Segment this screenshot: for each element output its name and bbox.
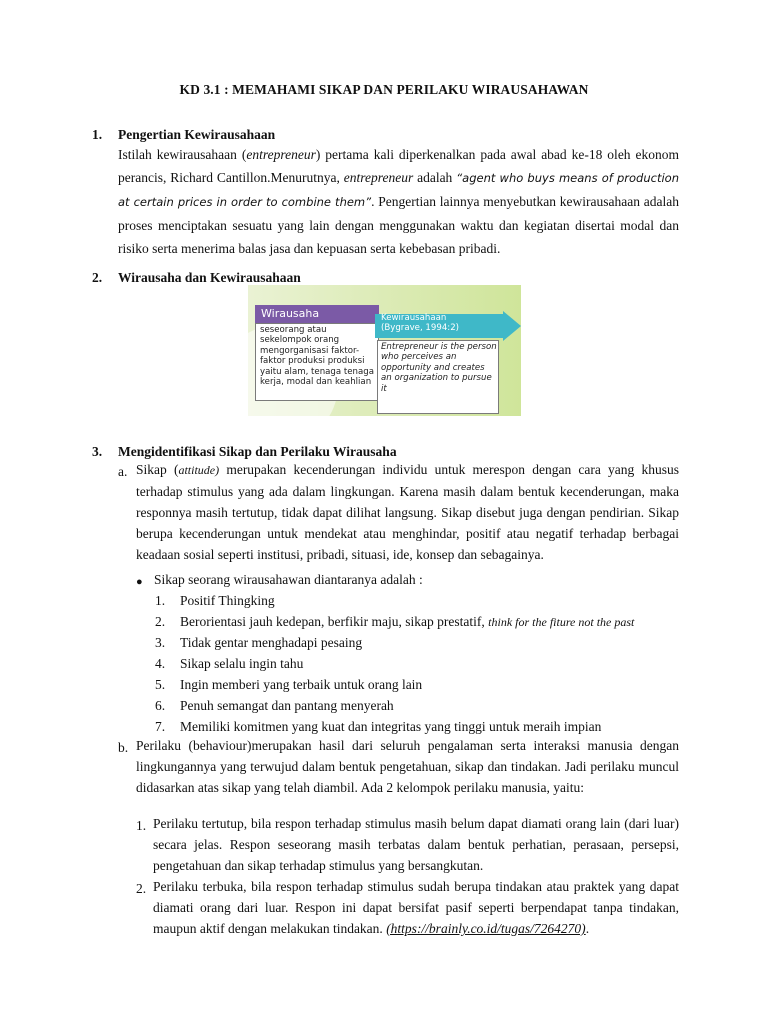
list-item: Tidak gentar menghadapi pesaing	[180, 635, 363, 650]
section-1-number: 1.	[92, 127, 103, 142]
perilaku-1-number: 1.	[136, 818, 147, 833]
sikap-paragraph: Sikap (attitude) merupakan kecenderungan individu untuk merespon dengan cara yang khusus terhadap stimulus yang ada dalam lingkungan. Karena masih dalam bentuk kecenderungan, maka responnya masih tertutup, tidak dapat dilihat langsung. Sikap disebut juga dengan pendirian. Sikap berupa kecenderungan untuk mendekat atau menghindar, positif atau negatif terhadap berbagai keadaan sosial seperti institusi, pribadi, situasi, ide, konsep dan sebagainya.	[136, 462, 680, 562]
list-item: Berorientasi jauh kedepan, berfikir maju, sikap prestatif, think for the fiture not the past	[180, 614, 635, 629]
wirausaha-title: Wirausaha	[261, 307, 320, 320]
entrepreneur-quote: “agent who buys means of production at certain prices in order to combine them”	[118, 171, 679, 209]
list-item: Penuh semangat dan pantang menyerah	[180, 698, 394, 713]
section-1-paragraph: Istilah kewirausahaan (entrepreneur) pertama kali diperkenalkan pada awal abad ke-18 oleh ekonom perancis, Richard Cantillon.Menurutnya, entrepreneur adalah “agent who buys means of production at certain prices in order to combine them”. Pengertian lainnya menyebutkan kewirausahaan adalah proses menciptakan sesuatu yang lain dengan menggunakan waktu dan kegiatan disertai modal dan risiko serta menerima balas jasa dan kepuasan serta kebebasan pribadi.	[118, 147, 679, 256]
list-item-number: 5.	[155, 677, 166, 692]
wirausaha-definition: seseorang atau sekelompok orang mengorganisasi faktor-faktor produksi produksi yaitu alam, tenaga tenaga kerja, modal dan keahlian	[260, 325, 374, 388]
wirausaha-figure	[248, 285, 521, 416]
kewirausahaan-title: Kewirausahaan (Bygrave, 1994:2)	[381, 313, 460, 333]
sikap-bullet: Sikap seorang wirausahawan diantaranya adalah :	[154, 572, 423, 587]
list-item-number: 7.	[155, 719, 166, 734]
list-item-number: 4.	[155, 656, 166, 671]
section-2-heading: Wirausaha dan Kewirausahaan	[118, 270, 301, 285]
item-b-label: b.	[118, 740, 129, 755]
bullet-icon: ●	[136, 576, 143, 588]
perilaku-paragraph: Perilaku (behaviour)merupakan hasil dari seluruh pengalaman serta interaksi manusia dengan lingkungannya yang terwujud dalam bentuk pengetahuan, sikap dan tindakan. Jadi perilaku muncul didasarkan atas sikap yang telah diambil. Ada 2 kelompok perilaku manusia, yaitu:	[136, 738, 679, 795]
kewirausahaan-definition: Entrepreneur is the person who perceives an opportunity and creates an organization to pursue it	[381, 342, 497, 394]
page-title: KD 3.1 : MEMAHAMI SIKAP DAN PERILAKU WIRAUSAHAWAN	[179, 82, 589, 97]
list-item-number: 3.	[155, 635, 166, 650]
section-2-number: 2.	[92, 270, 103, 285]
item-a-label: a.	[118, 464, 128, 479]
list-item-number: 1.	[155, 593, 166, 608]
list-item: Sikap selalu ingin tahu	[180, 656, 304, 671]
list-item-number: 2.	[155, 614, 166, 629]
perilaku-tertutup-paragraph: Perilaku tertutup, bila respon terhadap stimulus masih belum dapat diamati orang lain (dari luar) secara jelas. Respon seseorang masih terbatas dalam bentuk perhatian, perasaan, persepsi, pengetahuan dan sikap terhadap stimulus yang bersangkutan.	[153, 816, 679, 873]
list-item-number: 6.	[155, 698, 166, 713]
section-1-heading: Pengertian Kewirausahaan	[118, 127, 276, 142]
section-3-number: 3.	[92, 444, 103, 459]
perilaku-2-number: 2.	[136, 881, 147, 896]
perilaku-terbuka-paragraph: Perilaku terbuka, bila respon terhadap stimulus sudah berupa tindakan atau praktek yang dapat diamati orang dari luar. Respon ini dapat bersifat pasif seperti berpendapat tanpa tindakan, maupun aktif dengan melakukan tindakan. (https://brainly.co.id/tugas/7264270).	[153, 879, 679, 936]
list-item: Memiliki komitmen yang kuat dan integritas yang tinggi untuk meraih impian	[180, 719, 602, 734]
list-item: Positif Thingking	[180, 593, 275, 608]
source-link[interactable]: (https://brainly.co.id/tugas/7264270)	[386, 921, 586, 936]
list-item: Ingin memberi yang terbaik untuk orang lain	[180, 677, 423, 692]
section-3-heading: Mengidentifikasi Sikap dan Perilaku Wirausaha	[118, 444, 397, 459]
